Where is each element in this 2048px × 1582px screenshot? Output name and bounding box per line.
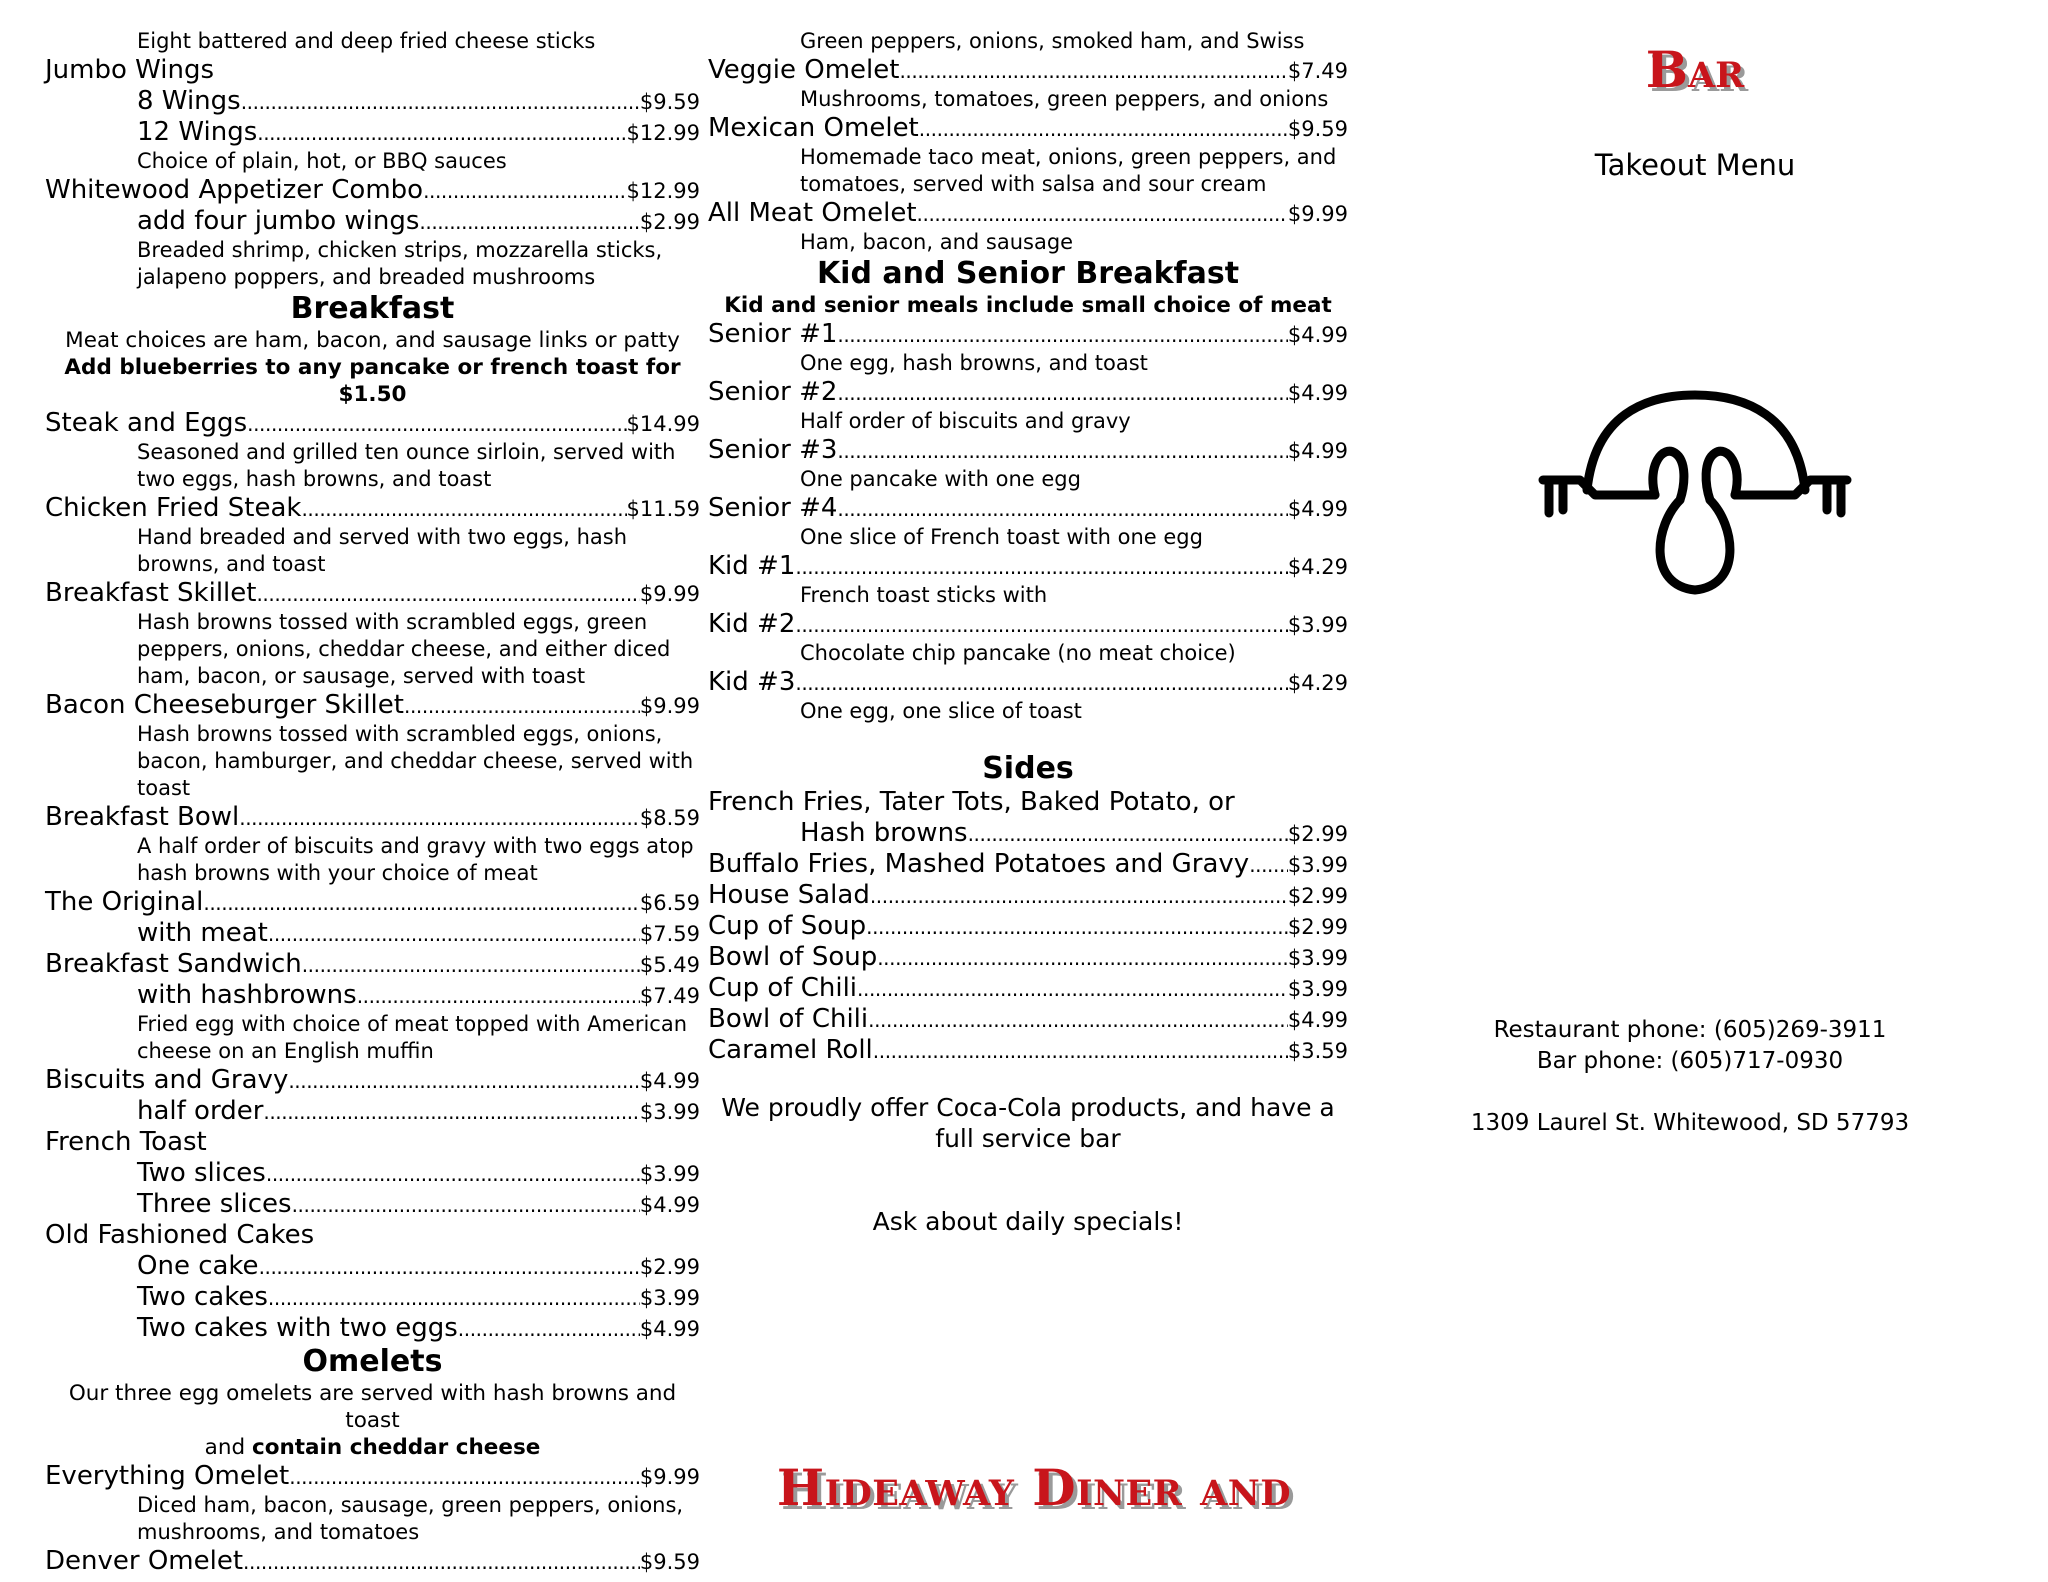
menu-item-description: A half order of biscuits and gravy with two eggs atop hash browns with your choice of meat [137, 834, 694, 885]
dot-leader [917, 199, 1288, 230]
menu-item-price: $4.99 [1287, 497, 1348, 521]
peeking-face-icon [1535, 385, 1855, 615]
dot-leader [257, 118, 626, 149]
menu-item [45, 949, 700, 980]
menu-subitem [45, 117, 700, 148]
menu-item-description: Breaded shrimp, chicken strips, mozzarella sticks, jalapeno poppers, and breaded mushrooms [137, 238, 663, 289]
menu-item-name: Old Fashioned Cakes [45, 1220, 315, 1250]
dot-leader [419, 207, 639, 238]
menu-item-description: Seasoned and grilled ten ounce sirloin, served with two eggs, hash browns, and toast [137, 440, 676, 491]
menu-subitem [45, 1096, 700, 1127]
menu-item-title [45, 1127, 700, 1158]
info-text: Ask about daily specials! [872, 1207, 1184, 1236]
menu-item [708, 667, 1348, 698]
menu-item-price: $4.99 [639, 1069, 700, 1093]
address: 1309 Laurel St. Whitewood, SD 57793 [1470, 1110, 1910, 1136]
section-heading: Sides [982, 751, 1074, 786]
menu-item-price: $2.99 [639, 210, 700, 234]
menu-item-price: $4.29 [1287, 555, 1348, 579]
menu-item [708, 435, 1348, 466]
menu-subitem [45, 86, 700, 117]
dot-leader [268, 919, 640, 950]
menu-item-price: $9.59 [639, 1550, 700, 1574]
menu-item [708, 942, 1348, 973]
menu-item-price: $2.99 [1287, 822, 1348, 846]
menu-item-price: $12.99 [626, 121, 700, 145]
menu-item-description: French toast sticks with [800, 583, 1048, 607]
dot-leader [868, 1005, 1288, 1036]
menu-item-name: with meat [137, 918, 268, 948]
menu-item-price: $4.99 [1287, 439, 1348, 463]
menu-item-name: half order [137, 1096, 264, 1126]
dot-leader [266, 1159, 640, 1190]
menu-subitem [45, 1158, 700, 1189]
restaurant-phone: Restaurant phone: (605)269-3911 [1493, 1017, 1887, 1043]
menu-item-name: Caramel Roll [708, 1035, 873, 1065]
section-heading: Breakfast [290, 291, 455, 326]
section-note: Our three egg omelets are served with hash browns and toast [68, 1381, 677, 1433]
dot-leader [292, 1190, 640, 1221]
menu-item [708, 319, 1348, 350]
menu-item-name: Breakfast Sandwich [45, 949, 302, 979]
info-text: We proudly offer Coca-Cola products, and have a full service bar [721, 1093, 1335, 1153]
section-note-bold: Kid and senior meals include small choice of meat [724, 293, 1332, 318]
dot-leader [795, 552, 1288, 583]
menu-item-name: Kid #1 [708, 551, 796, 581]
menu-column-left [45, 28, 700, 1577]
menu-item-price: $9.99 [639, 694, 700, 718]
dot-leader [301, 494, 626, 525]
dot-leader [289, 1462, 640, 1493]
dot-leader [837, 320, 1287, 351]
menu-item-description: Homemade taco meat, onions, green peppers, and tomatoes, served with salsa and sour cream [800, 145, 1337, 196]
menu-item-name: French Fries, Tater Tots, Baked Potato, or [708, 787, 1235, 817]
menu-item-price: $2.99 [1287, 915, 1348, 939]
menu-item-price: $12.99 [626, 179, 700, 203]
menu-item-name: One cake [137, 1251, 259, 1281]
menu-subtitle: Takeout Menu [1594, 148, 1796, 182]
menu-item-description: Half order of biscuits and gravy [800, 409, 1131, 433]
menu-item [708, 551, 1348, 582]
menu-item-name: Denver Omelet [45, 1546, 244, 1576]
menu-item-name: The Original [45, 887, 204, 917]
menu-item [45, 493, 700, 524]
menu-item-price: $3.99 [639, 1100, 700, 1124]
spacer [708, 1154, 1348, 1180]
menu-item-name: Breakfast Skillet [45, 578, 257, 608]
menu-item-name: Bowl of Soup [708, 942, 878, 972]
menu-item [45, 690, 700, 721]
menu-item [45, 1461, 700, 1492]
menu-item-name: 8 Wings [137, 86, 241, 116]
spacer [708, 1066, 1348, 1092]
dot-leader [263, 1097, 639, 1128]
menu-item-price: $4.99 [639, 1193, 700, 1217]
menu-item-price: $6.59 [639, 891, 700, 915]
menu-item-price: $14.99 [626, 412, 700, 436]
bar-phone: Bar phone: (605)717-0930 [1536, 1048, 1844, 1074]
menu-item-name: Steak and Eggs [45, 408, 248, 438]
menu-item-name: Bowl of Chili [708, 1004, 869, 1034]
menu-item [708, 609, 1348, 640]
menu-item-description: Diced ham, bacon, sausage, green peppers, onions, mushrooms, and tomatoes [137, 1493, 684, 1544]
dot-leader [288, 1066, 640, 1097]
menu-item-name: Senior #4 [708, 493, 838, 523]
menu-item-price: $9.59 [639, 90, 700, 114]
menu-item-name: Jumbo Wings [45, 55, 215, 85]
dot-leader [203, 888, 640, 919]
menu-item-price: $3.99 [1287, 613, 1348, 637]
menu-item-title [45, 1220, 700, 1251]
menu-item [708, 1035, 1348, 1066]
restaurant-logo-title [708, 1458, 1360, 1517]
menu-item-price: $8.59 [639, 806, 700, 830]
menu-item-price: $4.99 [1287, 1008, 1348, 1032]
menu-item-description: One egg, one slice of toast [800, 699, 1082, 723]
dot-leader [837, 436, 1287, 467]
menu-item-description: Fried egg with choice of meat topped with American cheese on an English muffin [137, 1012, 688, 1063]
section-heading: Omelets [302, 1344, 443, 1379]
menu-item [45, 802, 700, 833]
menu-item [708, 113, 1348, 144]
menu-subitem [45, 918, 700, 949]
menu-item-price: $9.99 [639, 1465, 700, 1489]
menu-item [708, 198, 1348, 229]
menu-item-price: $3.99 [639, 1162, 700, 1186]
menu-item-name: Bacon Cheeseburger Skillet [45, 690, 404, 720]
dot-leader [357, 981, 640, 1012]
menu-item [708, 849, 1348, 880]
menu-item-name: Two cakes with two eggs [137, 1313, 458, 1343]
dot-leader [302, 950, 640, 981]
menu-item-price: $9.99 [1287, 202, 1348, 226]
restaurant-logo-bar [1560, 40, 1830, 99]
menu-item [708, 880, 1348, 911]
dot-leader [423, 176, 626, 207]
menu-item [708, 973, 1348, 1004]
menu-item-name: Veggie Omelet [708, 55, 900, 85]
menu-item-name: Three slices [137, 1189, 292, 1219]
menu-item-price: $7.59 [639, 922, 700, 946]
menu-item-name: Chicken Fried Steak [45, 493, 302, 523]
menu-item [45, 1546, 700, 1577]
menu-item-price: $4.99 [639, 1317, 700, 1341]
menu-item-price: $4.99 [1287, 381, 1348, 405]
section-note: Meat choices are ham, bacon, and sausage links or patty [65, 328, 680, 353]
menu-item-name: French Toast [45, 1127, 207, 1157]
section-heading: Kid and Senior Breakfast [816, 256, 1240, 291]
menu-item-name: Buffalo Fries, Mashed Potatoes and Gravy [708, 849, 1250, 879]
menu-item [708, 1004, 1348, 1035]
menu-item-name: Two slices [137, 1158, 266, 1188]
menu-item-name: Biscuits and Gravy [45, 1065, 289, 1095]
contact-info [1440, 1015, 1940, 1139]
dot-leader [968, 819, 1288, 850]
dot-leader [837, 378, 1287, 409]
dot-leader [241, 87, 640, 118]
dot-leader [877, 943, 1288, 974]
spacer [708, 1180, 1348, 1206]
menu-item-name: Whitewood Appetizer Combo [45, 175, 424, 205]
menu-item-name: with hashbrowns [137, 980, 357, 1010]
menu-subitem [45, 1251, 700, 1282]
dot-leader [919, 114, 1288, 145]
menu-item-description: One egg, hash browns, and toast [800, 351, 1148, 375]
menu-item-name: Hash browns [800, 818, 968, 848]
menu-item-description: One pancake with one egg [800, 467, 1081, 491]
menu-item [45, 578, 700, 609]
menu-item-description: Mushrooms, tomatoes, green peppers, and onions [800, 87, 1329, 111]
menu-subitem [45, 980, 700, 1011]
menu-item-price: $3.59 [1287, 1039, 1348, 1063]
menu-subitem [45, 206, 700, 237]
dot-leader [795, 668, 1288, 699]
menu-item-description: Hand breaded and served with two eggs, hash browns, and toast [137, 525, 628, 576]
menu-item-name: 12 Wings [137, 117, 258, 147]
menu-item-name: Kid #3 [708, 667, 796, 697]
dot-leader [837, 494, 1287, 525]
section-note-text: and [204, 1435, 252, 1460]
menu-item [45, 175, 700, 206]
menu-item-name: Breakfast Bowl [45, 802, 240, 832]
menu-item-price: $3.99 [1287, 946, 1348, 970]
dot-leader [404, 691, 640, 722]
dot-leader [268, 1283, 640, 1314]
dot-leader [870, 881, 1288, 912]
menu-item-description: Ham, bacon, and sausage [800, 230, 1074, 254]
menu-item [45, 1065, 700, 1096]
menu-subitem [45, 1313, 700, 1344]
menu-item-description: Choice of plain, hot, or BBQ sauces [137, 149, 507, 173]
menu-item-price: $5.49 [639, 953, 700, 977]
menu-item-name: Two cakes [137, 1282, 268, 1312]
menu-item-name: Everything Omelet [45, 1461, 290, 1491]
dot-leader [259, 1252, 640, 1283]
menu-item-price: $9.99 [639, 582, 700, 606]
menu-item-price: $2.99 [1287, 884, 1348, 908]
menu-item [708, 493, 1348, 524]
dot-leader [243, 1547, 640, 1578]
menu-item-name: Cup of Chili [708, 973, 858, 1003]
menu-item [45, 887, 700, 918]
menu-item-price: $9.59 [1287, 117, 1348, 141]
menu-item-name: Kid #2 [708, 609, 796, 639]
menu-item-name: Senior #2 [708, 377, 838, 407]
dot-leader [239, 803, 640, 834]
menu-item-name: Senior #1 [708, 319, 838, 349]
menu-column-middle [708, 28, 1348, 1237]
dot-leader [795, 610, 1288, 641]
logo-text-line2: Bar [1645, 40, 1745, 99]
menu-item-description: Green peppers, onions, smoked ham, and Swiss [800, 29, 1305, 53]
menu-item-price: $7.49 [1287, 59, 1348, 83]
dot-leader [458, 1314, 640, 1345]
menu-item-name: House Salad [708, 880, 870, 910]
menu-item-price: $3.99 [1287, 853, 1348, 877]
menu-item-name: add four jumbo wings [137, 206, 420, 236]
menu-item-title [45, 55, 700, 86]
menu-item-price: $2.99 [639, 1255, 700, 1279]
dot-leader [247, 409, 626, 440]
menu-item-price: $4.99 [1287, 323, 1348, 347]
menu-item-price: $11.59 [626, 497, 700, 521]
menu-item-price: $3.99 [639, 1286, 700, 1310]
menu-item-title [708, 787, 1348, 818]
menu-item-name: Mexican Omelet [708, 113, 919, 143]
section-note [45, 1434, 700, 1461]
menu-item [708, 377, 1348, 408]
menu-item-price: $3.99 [1287, 977, 1348, 1001]
section-note-bold: Add blueberries to any pancake or french toast for $1.50 [64, 355, 681, 407]
menu-item-description: Eight battered and deep fried cheese sticks [137, 29, 596, 53]
menu-item-name: Senior #3 [708, 435, 838, 465]
menu-item-description: Hash browns tossed with scrambled eggs, onions, bacon, hamburger, and cheddar cheese, served with toast [137, 722, 694, 800]
menu-item-description: Hash browns tossed with scrambled eggs, green peppers, onions, cheddar cheese, and either diced ham, bacon, or sausage, served with toast [137, 610, 671, 688]
dot-leader [857, 974, 1288, 1005]
menu-item [708, 911, 1348, 942]
menu-subitem [708, 818, 1348, 849]
dot-leader [866, 912, 1288, 943]
dot-leader [873, 1036, 1288, 1067]
menu-item-description: One slice of French toast with one egg [800, 525, 1203, 549]
menu-item [708, 55, 1348, 86]
menu-item-description: Chocolate chip pancake (no meat choice) [800, 641, 1236, 665]
menu-item [45, 408, 700, 439]
menu-item-name: All Meat Omelet [708, 198, 917, 228]
spacer [708, 725, 1348, 751]
menu-subitem [45, 1189, 700, 1220]
dot-leader [1249, 850, 1288, 881]
dot-leader [256, 579, 639, 610]
menu-item-name: Cup of Soup [708, 911, 867, 941]
logo-text-line1: Hideaway Diner and [776, 1458, 1292, 1517]
menu-item-price: $7.49 [639, 984, 700, 1008]
section-note-bold: contain cheddar cheese [251, 1435, 541, 1460]
dot-leader [899, 56, 1287, 87]
menu-item-price: $4.29 [1287, 671, 1348, 695]
menu-subitem [45, 1282, 700, 1313]
